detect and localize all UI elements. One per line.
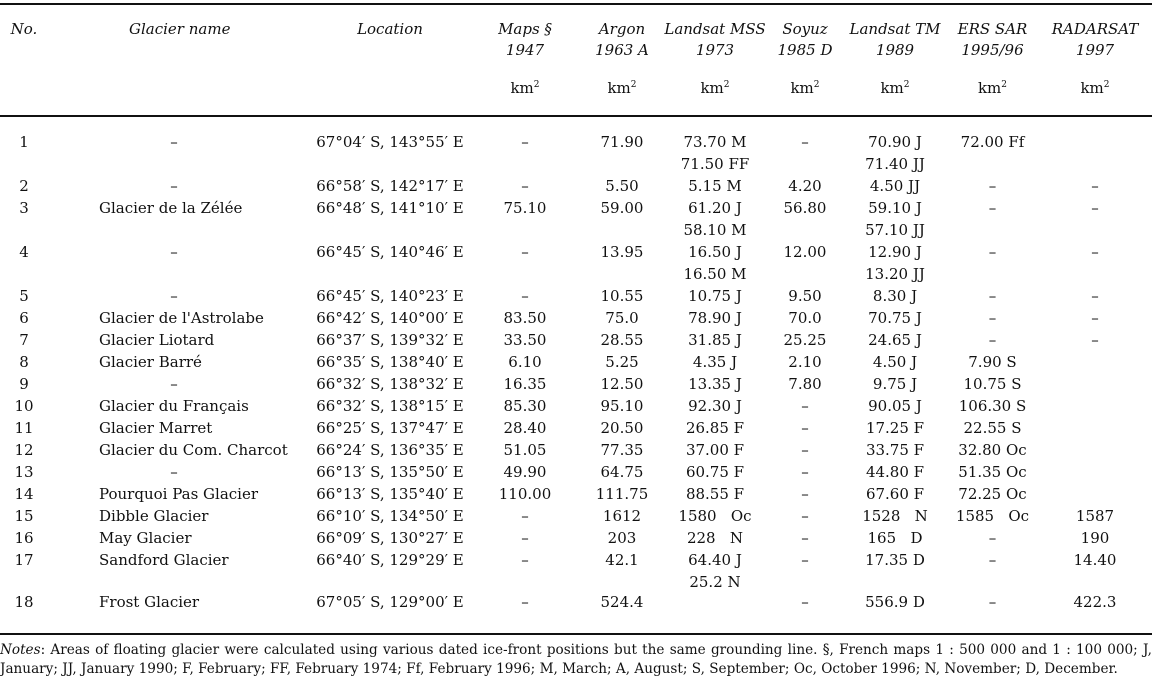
- header-landsat-tm-year: 1989: [875, 41, 915, 59]
- cell-no: 12: [14, 441, 34, 459]
- cell-maps: –: [521, 529, 529, 547]
- cell-loc: 66°45′ S, 140°23′ E: [316, 287, 464, 305]
- cell-no: 10: [14, 397, 34, 415]
- cell-soyuz: –: [801, 593, 809, 611]
- cell-maps: –: [521, 287, 529, 305]
- cell-no: 1: [19, 133, 29, 151]
- cell-ers: 72.00 Ff: [960, 133, 1025, 151]
- cell-loc: 66°10′ S, 134°50′ E: [316, 507, 464, 525]
- cell-argon: 28.55: [600, 331, 644, 349]
- cell-radarsat: 422.3: [1073, 593, 1117, 611]
- cell-name: Dibble Glacier: [99, 507, 209, 525]
- cell-tm: 67.60 F: [865, 485, 925, 503]
- cell-soyuz: 12.00: [783, 243, 827, 261]
- cell-argon: 13.95: [600, 243, 644, 261]
- cell-loc: 66°40′ S, 129°29′ E: [316, 551, 464, 569]
- cell-no: 2: [19, 177, 29, 195]
- cell-ers: –: [988, 243, 997, 261]
- unit-argon: $km^2$: [607, 79, 637, 97]
- cell-ers: –: [988, 331, 997, 349]
- cell-no: 18: [14, 593, 34, 611]
- unit-soyuz: $km^2$: [790, 79, 820, 97]
- cell-mss: 228 N: [686, 529, 744, 547]
- header-glacier-name: Glacier name: [129, 20, 231, 38]
- cell-maps: 33.50: [503, 331, 547, 349]
- cell-ers: 51.35 Oc: [958, 463, 1027, 481]
- cell-maps: –: [521, 507, 529, 525]
- cell-tm: 44.80 F: [865, 463, 925, 481]
- cell-soyuz: –: [801, 463, 809, 481]
- header-maps: Maps §: [498, 20, 552, 38]
- cell-ers: –: [988, 593, 997, 611]
- cell-soyuz: –: [801, 485, 809, 503]
- cell-radarsat: 14.40: [1073, 551, 1117, 569]
- cell-argon: 75.0: [605, 309, 639, 327]
- cell-tm: 59.10 J: [868, 199, 922, 217]
- cell-no: 11: [14, 419, 34, 437]
- cell-argon: 5.25: [605, 353, 639, 371]
- cell-name: –: [170, 375, 178, 393]
- table-row: [0, 505, 1152, 527]
- cell-soyuz: 56.80: [783, 199, 827, 217]
- cell-name: Glacier du Com. Charcot: [99, 441, 288, 459]
- cell-name: May Glacier: [99, 529, 192, 547]
- cell-argon: 5.50: [605, 177, 639, 195]
- cell-argon: 10.55: [600, 287, 644, 305]
- cell-ers: 72.25 Oc: [958, 485, 1027, 503]
- cell-loc: 66°32′ S, 138°32′ E: [316, 375, 464, 393]
- cell-name: Glacier Marret: [99, 419, 213, 437]
- unit-maps: $km^2$: [510, 79, 540, 97]
- header-ers-sar: ERS SAR: [957, 20, 1028, 38]
- cell-maps: 51.05: [503, 441, 547, 459]
- cell-radarsat: –: [1091, 177, 1099, 195]
- header-argon-year: 1963 A: [595, 41, 649, 59]
- table-row: [0, 395, 1152, 417]
- table-row: [0, 219, 1152, 241]
- cell-ers: 22.55 S: [963, 419, 1022, 437]
- cell-no: 8: [19, 353, 29, 371]
- header-maps-year: 1947: [505, 41, 545, 59]
- cell-tm: 70.75 J: [868, 309, 922, 327]
- cell-ers: 1585 Oc: [955, 507, 1030, 525]
- cell-mss: 5.15 M: [688, 177, 742, 195]
- header-landsat-tm: Landsat TM: [849, 20, 941, 38]
- header-location: Location: [357, 20, 423, 38]
- cell-loc: 67°05′ S, 129°00′ E: [316, 593, 464, 611]
- cell-tm: 17.35 D: [865, 551, 925, 569]
- cell-argon: 111.75: [595, 485, 649, 503]
- unit-radarsat: $km^2$: [1080, 79, 1110, 97]
- cell-maps: 28.40: [503, 419, 547, 437]
- cell-loc: 66°42′ S, 140°00′ E: [316, 309, 464, 327]
- cell-loc: 66°48′ S, 141°10′ E: [316, 199, 464, 217]
- cell-no: 13: [14, 463, 34, 481]
- cell-loc: 66°09′ S, 130°27′ E: [316, 529, 464, 547]
- table-row: [0, 153, 1152, 175]
- cell-maps: –: [521, 593, 529, 611]
- cell-mss: 31.85 J: [688, 331, 742, 349]
- cell-soyuz: –: [801, 551, 809, 569]
- cell-mss: 73.70 M: [683, 133, 747, 151]
- cell-mss: 1580 Oc: [678, 507, 752, 525]
- table-row: [0, 197, 1152, 219]
- cell-loc: 67°04′ S, 143°55′ E: [316, 133, 464, 151]
- cell-ers: –: [988, 177, 997, 195]
- cell-loc: 66°32′ S, 138°15′ E: [316, 397, 464, 415]
- header-soyuz-year: 1985 D: [777, 41, 833, 59]
- table-row: [0, 263, 1152, 285]
- cell-tm: 24.65 J: [868, 331, 922, 349]
- header-no: No.: [10, 20, 38, 38]
- cell-radarsat: –: [1091, 287, 1099, 305]
- cell-maps: 75.10: [503, 199, 547, 217]
- cell-argon: 77.35: [600, 441, 644, 459]
- cell-tm: 71.40 JJ: [865, 155, 925, 173]
- table-notes: [0, 641, 1152, 679]
- table-row: [0, 461, 1152, 483]
- cell-maps: 85.30: [503, 397, 547, 415]
- cell-no: 15: [14, 507, 34, 525]
- table-row: [0, 241, 1152, 263]
- cell-tm: 4.50 J: [872, 353, 918, 371]
- cell-no: 7: [19, 331, 29, 349]
- cell-maps: 49.90: [503, 463, 547, 481]
- cell-ers: 7.90 S: [968, 353, 1017, 371]
- cell-tm: 57.10 JJ: [865, 221, 925, 239]
- cell-argon: 95.10: [600, 397, 644, 415]
- cell-radarsat: 1587: [1075, 507, 1115, 525]
- cell-name: –: [170, 177, 178, 195]
- cell-name: –: [170, 287, 178, 305]
- cell-name: Glacier de l'Astrolabe: [99, 309, 264, 327]
- cell-no: 16: [14, 529, 34, 547]
- cell-ers: 106.30 S: [958, 397, 1027, 415]
- cell-soyuz: –: [801, 441, 809, 459]
- top-rule: [0, 3, 1152, 5]
- cell-no: 3: [19, 199, 29, 217]
- cell-maps: –: [521, 243, 529, 261]
- cell-ers: –: [988, 199, 997, 217]
- cell-soyuz: –: [801, 507, 809, 525]
- table-row: [0, 285, 1152, 307]
- cell-no: 6: [19, 309, 29, 327]
- cell-tm: 165 D: [867, 529, 923, 547]
- cell-name: Pourquoi Pas Glacier: [99, 485, 259, 503]
- cell-argon: 1612: [602, 507, 642, 525]
- header-ers-sar-year: 1995/96: [961, 41, 1024, 59]
- cell-maps: 6.10: [508, 353, 542, 371]
- cell-mss: 71.50 FF: [680, 155, 750, 173]
- cell-ers: –: [988, 309, 997, 327]
- cell-name: Sandford Glacier: [99, 551, 229, 569]
- cell-mss: 60.75 F: [685, 463, 745, 481]
- cell-name: –: [170, 133, 178, 151]
- cell-soyuz: 25.25: [783, 331, 827, 349]
- cell-name: Glacier de la Zélée: [99, 199, 243, 217]
- cell-name: –: [170, 243, 178, 261]
- unit-ers-sar: $km^2$: [977, 79, 1008, 97]
- cell-tm: 33.75 F: [865, 441, 925, 459]
- cell-loc: 66°58′ S, 142°17′ E: [316, 177, 464, 195]
- cell-tm: 1528 N: [862, 507, 928, 525]
- table-row: [0, 329, 1152, 351]
- cell-mss: 88.55 F: [685, 485, 745, 503]
- cell-name: –: [170, 463, 178, 481]
- cell-loc: 66°37′ S, 139°32′ E: [316, 331, 464, 349]
- cell-maps: 83.50: [503, 309, 547, 327]
- cell-argon: 71.90: [600, 133, 644, 151]
- cell-soyuz: –: [801, 133, 809, 151]
- table-row: [0, 351, 1152, 373]
- cell-soyuz: 4.20: [788, 177, 822, 195]
- cell-argon: 20.50: [600, 419, 644, 437]
- cell-soyuz: 9.50: [788, 287, 822, 305]
- header-radarsat-year: 1997: [1075, 41, 1115, 59]
- cell-mss: 92.30 J: [688, 397, 742, 415]
- cell-no: 9: [19, 375, 29, 393]
- cell-soyuz: 70.0: [788, 309, 822, 327]
- cell-loc: 66°45′ S, 140°46′ E: [316, 243, 464, 261]
- unit-landsat-mss: $km^2$: [700, 79, 730, 97]
- table-row: [0, 417, 1152, 439]
- cell-soyuz: 2.10: [788, 353, 822, 371]
- cell-ers: –: [988, 287, 997, 305]
- cell-mss: 26.85 F: [685, 419, 745, 437]
- cell-no: 14: [14, 485, 34, 503]
- cell-mss: 16.50 J: [688, 243, 742, 261]
- table-row: [0, 571, 1152, 593]
- table-row: [0, 131, 1152, 153]
- cell-mss: 61.20 J: [688, 199, 742, 217]
- cell-argon: 59.00: [600, 199, 644, 217]
- cell-ers: 10.75 S: [963, 375, 1022, 393]
- table-row: [0, 483, 1152, 505]
- cell-mss: 37.00 F: [685, 441, 745, 459]
- cell-tm: 12.90 J: [868, 243, 922, 261]
- cell-soyuz: –: [801, 397, 809, 415]
- notes-label: Notes: [0, 642, 41, 658]
- cell-loc: 66°24′ S, 136°35′ E: [316, 441, 464, 459]
- cell-mss: 4.35 J: [692, 353, 738, 371]
- cell-loc: 66°25′ S, 137°47′ E: [316, 419, 464, 437]
- cell-mss: 10.75 J: [688, 287, 742, 305]
- cell-soyuz: –: [801, 419, 809, 437]
- table-row: [0, 175, 1152, 197]
- cell-radarsat: –: [1091, 309, 1099, 327]
- cell-mss: 64.40 J: [688, 551, 742, 569]
- cell-radarsat: –: [1091, 243, 1099, 261]
- cell-loc: 66°13′ S, 135°50′ E: [316, 463, 464, 481]
- cell-no: 4: [19, 243, 29, 261]
- cell-tm: 13.20 JJ: [865, 265, 925, 283]
- table-row: [0, 591, 1152, 613]
- bottom-rule: [0, 633, 1152, 635]
- cell-argon: 64.75: [600, 463, 644, 481]
- cell-maps: –: [521, 551, 529, 569]
- cell-tm: 17.25 F: [865, 419, 925, 437]
- cell-name: Glacier Barré: [99, 353, 202, 371]
- cell-argon: 12.50: [600, 375, 644, 393]
- cell-name: Frost Glacier: [99, 593, 200, 611]
- cell-ers: 32.80 Oc: [958, 441, 1027, 459]
- cell-soyuz: 7.80: [788, 375, 822, 393]
- cell-no: 17: [14, 551, 34, 569]
- cell-maps: 16.35: [503, 375, 547, 393]
- cell-ers: –: [988, 529, 997, 547]
- cell-mss: 78.90 J: [688, 309, 742, 327]
- cell-mss: 25.2 N: [689, 573, 741, 591]
- header-argon: Argon: [598, 20, 646, 38]
- cell-tm: 4.50 JJ: [869, 177, 921, 195]
- cell-tm: 9.75 J: [872, 375, 918, 393]
- notes-text: : Areas of floating glacier were calculated using various dated ice-front positions but the same grounding line. §, French maps 1 : 500 000 and 1 : 100 000; J, January; JJ, January 1990; F, February; FF, February 1974; Ff, February 1996; M, March; A, August; S, September; Oc, October 1996; N, November; D, December.: [0, 642, 1152, 677]
- cell-mss: 58.10 M: [683, 221, 747, 239]
- unit-landsat-tm: $km^2$: [880, 79, 910, 97]
- cell-argon: 42.1: [605, 551, 639, 569]
- cell-maps: 110.00: [498, 485, 552, 503]
- cell-radarsat: –: [1091, 199, 1099, 217]
- header-landsat-mss: Landsat MSS: [664, 20, 766, 38]
- table-row: [0, 527, 1152, 549]
- table-row: [0, 373, 1152, 395]
- table-row: [0, 549, 1152, 571]
- table-row: [0, 439, 1152, 461]
- cell-loc: 66°35′ S, 138°40′ E: [316, 353, 464, 371]
- cell-ers: –: [988, 551, 997, 569]
- table-row: [0, 307, 1152, 329]
- header-rule: [0, 115, 1152, 117]
- cell-tm: 90.05 J: [868, 397, 922, 415]
- cell-tm: 556.9 D: [865, 593, 925, 611]
- cell-mss: 13.35 J: [688, 375, 742, 393]
- cell-tm: 70.90 J: [868, 133, 922, 151]
- cell-no: 5: [19, 287, 29, 305]
- cell-loc: 66°13′ S, 135°40′ E: [316, 485, 464, 503]
- cell-name: Glacier Liotard: [99, 331, 215, 349]
- cell-soyuz: –: [801, 529, 809, 547]
- cell-maps: –: [521, 133, 529, 151]
- header-landsat-mss-year: 1973: [695, 41, 735, 59]
- cell-radarsat: 190: [1080, 529, 1110, 547]
- cell-argon: 203: [607, 529, 637, 547]
- cell-maps: –: [521, 177, 529, 195]
- cell-tm: 8.30 J: [872, 287, 918, 305]
- header-radarsat: RADARSAT: [1051, 20, 1139, 38]
- header-soyuz: Soyuz: [782, 20, 828, 38]
- cell-radarsat: –: [1091, 331, 1099, 349]
- cell-name: Glacier du Français: [99, 397, 249, 415]
- cell-argon: 524.4: [600, 593, 644, 611]
- cell-mss: 16.50 M: [683, 265, 747, 283]
